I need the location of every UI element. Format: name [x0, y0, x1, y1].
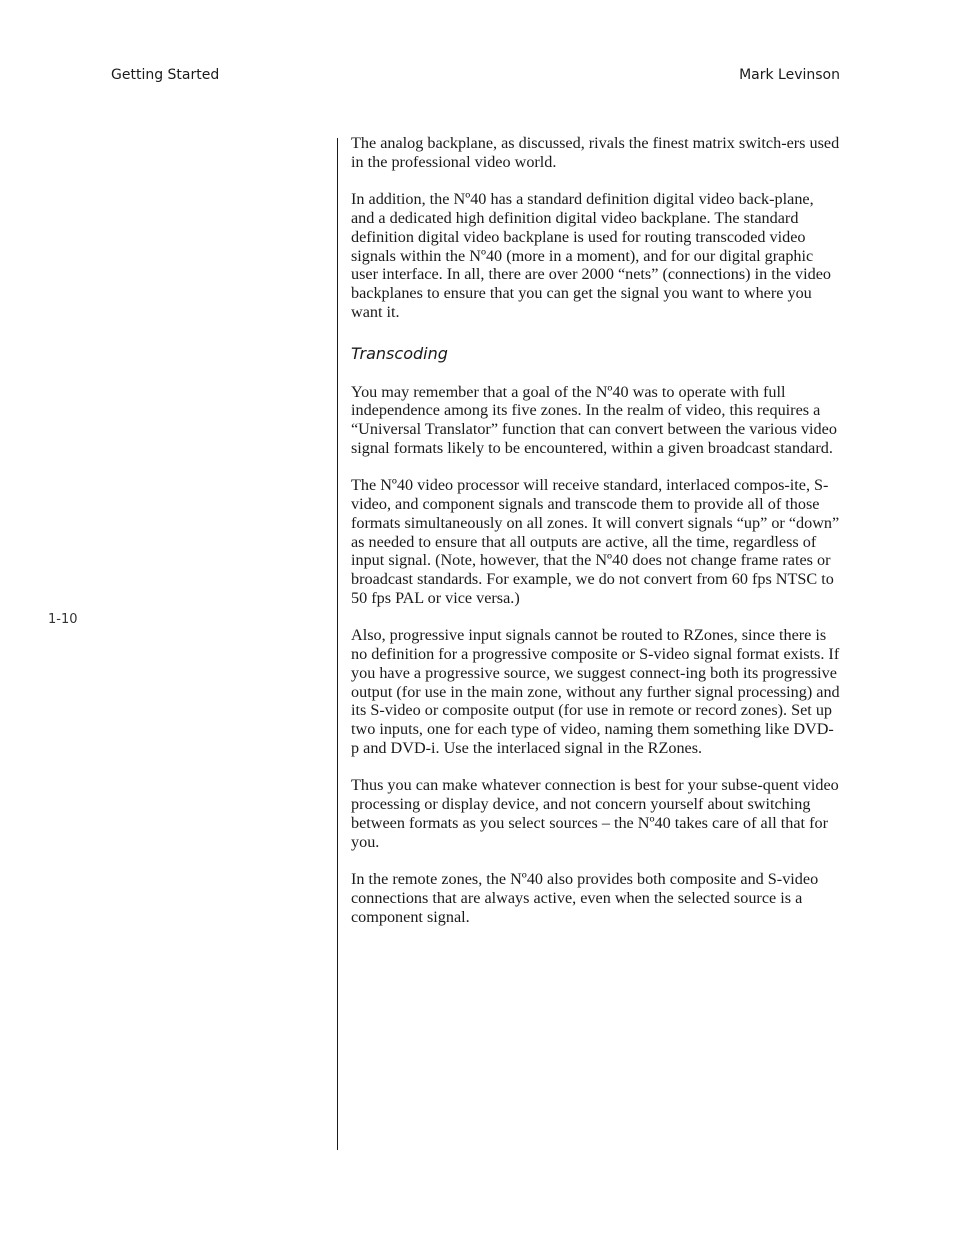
paragraph-digital-backplane: In addition, the Nº40 has a standard definition digital video back-plane, and a dedicated high definition digital video backplane. The standard definition digital video backplane is used for routing transcoded video signals within the Nº40 (more in a moment), and for our digital graphic user interface. In all, there are over 2000 “nets” (connections) in the video backplanes to ensure that you can get the signal you want to where you want it.	[351, 190, 832, 321]
paragraph-video-processor: The Nº40 video processor will receive standard, interlaced compos-ite, S-video, and component signals and transcode them to provide all of those formats simultaneously on all zones. It will convert signals “up” or “down” as needed to ensure that all outputs are active, all the time, regardless of input signal. (Note, however, that the Nº40 does not change frame rates or broadcast standards. For example, we do not convert from 60 fps NTSC to 50 fps PAL or vice versa.)	[351, 476, 840, 607]
paragraph-remote-zones: In the remote zones, the Nº40 also provides both composite and S-video connections that are always active, even when the selected source is a component signal.	[351, 870, 819, 926]
paragraph-analog-backplane: The analog backplane, as discussed, rivals the finest matrix switch-ers used in the professional video world.	[351, 134, 840, 171]
header-section-title: Getting Started	[111, 67, 220, 83]
margin-divider-line	[337, 138, 338, 1150]
paragraph-zone-independence: You may remember that a goal of the Nº40 was to operate with full independence among its five zones. In the realm of video, this requires a “Universal Translator” function that can convert between the various video signal formats likely to be encountered, within a given broadcast standard.	[351, 382, 837, 457]
paragraph-progressive-signals: Also, progressive input signals cannot be routed to RZones, since there is no definition for a progressive composite or S-video signal format exists. If you have a progressive source, we suggest connect-ing both its progressive output (for use in the main zone, without any further signal processing) and its S-video or composite output (for use in remote or record zones). Set up two inputs, one for each type of video, naming them something like DVD-p and DVD-i. Use the interlaced signal in the RZones.	[351, 626, 840, 757]
page-number: 1-10	[48, 612, 78, 627]
header-brand-name: Mark Levinson	[739, 67, 840, 83]
paragraph-connections: Thus you can make whatever connection is best for your subse-quent video processing or display device, and not concern yourself about switching between formats as you select sources – the Nº40 takes care of all that for you.	[351, 776, 839, 851]
section-heading-transcoding: Transcoding	[351, 343, 448, 363]
body-text-column	[351, 134, 841, 926]
